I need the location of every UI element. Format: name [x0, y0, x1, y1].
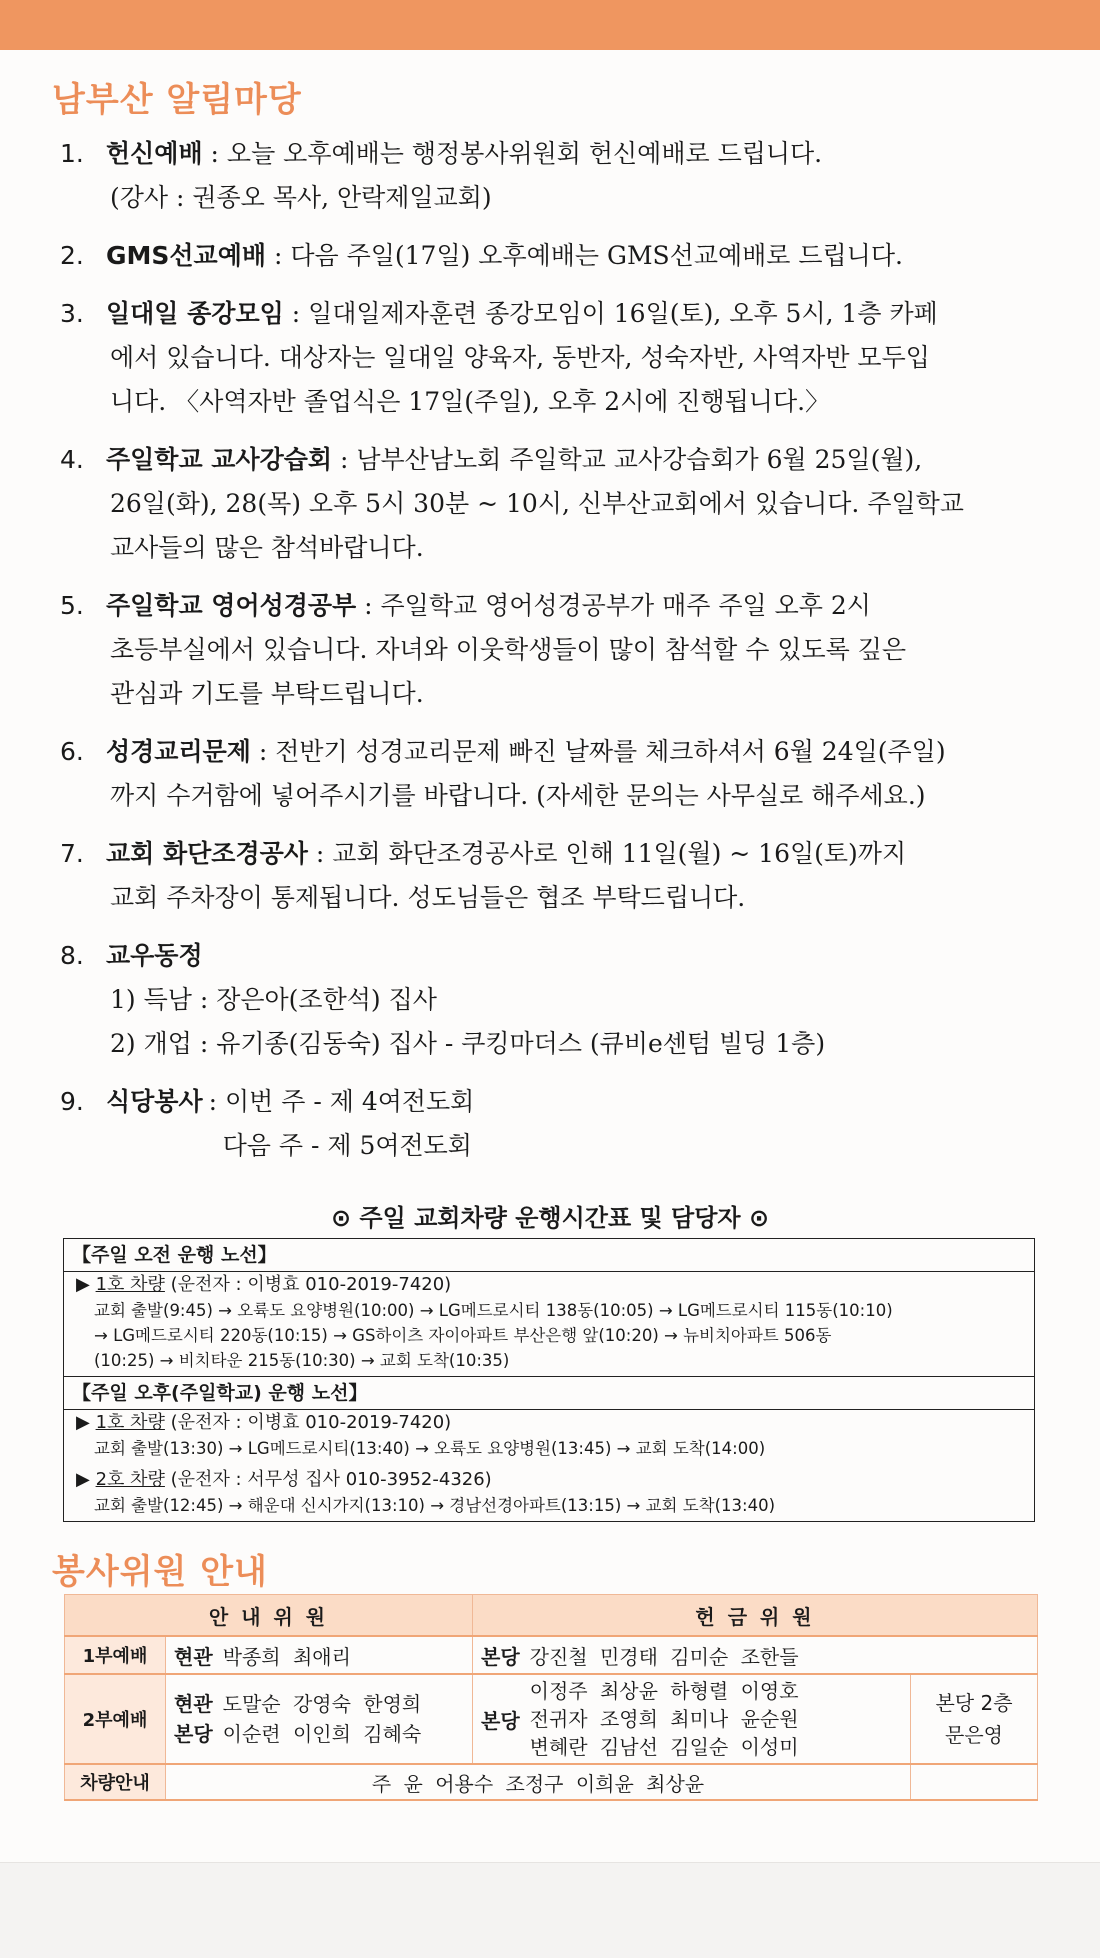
names: 도말순 강영숙 한영희	[222, 1692, 422, 1716]
vehicle-name: 1호 차량	[95, 1274, 165, 1295]
names: 이정주 최상윤 하형렬 이영호	[529, 1679, 799, 1703]
notice-number: 7.	[60, 839, 84, 868]
vehicle-entry	[64, 1410, 1034, 1461]
notice-heading: GMS선교예배	[106, 241, 267, 270]
notice-text: : 교회 화단조경공사로 인해 11일(월) ~ 16일(토)까지	[307, 839, 907, 868]
notice-number: 1.	[60, 139, 84, 168]
notice-item	[60, 730, 1045, 818]
guide-column-header: 안 내 위 원	[65, 1595, 473, 1637]
place-label: 현관	[174, 1692, 213, 1716]
notices-list	[60, 132, 1045, 1182]
notice-text: : 일대일제자훈련 종강모임이 16일(토), 오후 5시, 1층 카페	[283, 299, 938, 328]
vehicle-name: 1호 차량	[95, 1412, 165, 1433]
notice-item	[60, 832, 1045, 920]
notice-number: 4.	[60, 445, 84, 474]
route-line: (10:25) → 비치타운 215동(10:30) → 교회 도착(10:35)	[94, 1351, 510, 1370]
notice-item	[60, 1080, 1045, 1168]
notice-item	[60, 934, 1045, 1066]
row-label: 2부예배	[65, 1674, 166, 1764]
notice-number: 8.	[60, 941, 84, 970]
notice-item	[60, 292, 1045, 424]
names: 변혜란 김남선 김일순 이성미	[529, 1735, 799, 1759]
notice-item	[60, 132, 1045, 220]
notice-text: : 전반기 성경교리문제 빠진 날짜를 체크하셔서 6월 24일(주일)	[250, 737, 946, 766]
notice-text: 니다. 〈사역자반 졸업식은 17일(주일), 오후 2시에 진행됩니다.〉	[110, 387, 831, 416]
names: 문은영	[945, 1723, 1003, 1747]
table-row	[65, 1674, 1038, 1764]
morning-route-heading: 【주일 오전 운행 노선】	[72, 1244, 277, 1266]
notice-heading: 교회 화단조경공사	[106, 839, 308, 868]
notice-heading: 주일학교 영어성경공부	[106, 591, 357, 620]
notice-text: 다음 주 - 제 5여전도회	[222, 1131, 472, 1160]
notice-text: 1) 득남 : 장은아(조한석) 집사	[110, 985, 437, 1014]
names: 이순련 이인희 김혜숙	[222, 1722, 422, 1746]
notice-text: 교회 주차장이 통제됩니다. 성도님들은 협조 부탁드립니다.	[110, 883, 746, 912]
top-color-bar	[0, 0, 1100, 50]
notice-text: : 다음 주일(17일) 오후예배는 GMS선교예배로 드립니다.	[266, 241, 903, 270]
notice-text: 까지 수거함에 넣어주시기를 바랍니다. (자세한 문의는 사무실로 해주세요.)	[110, 781, 926, 810]
notice-number: 6.	[60, 737, 84, 766]
notice-number: 3.	[60, 299, 84, 328]
notice-text: 교사들의 많은 참석바랍니다.	[110, 533, 424, 562]
notices-title: 남부산 알림마당	[52, 80, 302, 120]
notice-heading: 헌신예배	[106, 139, 203, 168]
vehicle-schedule-title: ⊙ 주일 교회차량 운행시간표 및 담당자 ⊙	[330, 1204, 770, 1232]
names: 박종희 최애리	[222, 1644, 351, 1669]
route-line: 교회 출발(9:45) → 오륙도 요양병원(10:00) → LG메드로시티 138동(10:05) → LG메드로시티 115동(10:10)	[94, 1301, 893, 1320]
place-label: 본당	[174, 1722, 213, 1746]
row-label: 1부예배	[65, 1636, 166, 1674]
notice-item	[60, 438, 1045, 570]
notice-text: (강사 : 권종오 목사, 안락제일교회)	[110, 183, 492, 212]
notice-number: 2.	[60, 241, 84, 270]
vehicle-entry	[64, 1272, 1034, 1373]
triangle-marker-icon: ▶	[76, 1469, 90, 1490]
triangle-marker-icon: ▶	[76, 1412, 90, 1433]
place-label: 현관	[174, 1644, 213, 1669]
notice-text: 관심과 기도를 부탁드립니다.	[110, 679, 424, 708]
notice-text: 26일(화), 28(목) 오후 5시 30분 ~ 10시, 신부산교회에서 있습니다. 주일학교	[110, 489, 964, 518]
place-label: 본당	[481, 1708, 520, 1733]
names: 강진철 민경태 김미순 조한들	[529, 1644, 799, 1669]
notice-text: 2) 개업 : 유기종(김동숙) 집사 - 쿠킹마더스 (큐비e센텀 빌딩 1층)	[110, 1029, 826, 1058]
place-label: 본당 2층	[935, 1691, 1013, 1715]
vehicle-schedule-box	[63, 1238, 1035, 1522]
table-row	[65, 1636, 1038, 1674]
staff-table	[64, 1594, 1038, 1801]
vehicle-driver: (운전자 : 서무성 집사 010-3952-4326)	[164, 1469, 492, 1490]
notice-item	[60, 234, 1045, 278]
route-line: 교회 출발(12:45) → 해운대 신시가지(13:10) → 경남선경아파트(13:15) → 교회 도착(13:40)	[94, 1496, 776, 1515]
triangle-marker-icon: ▶	[76, 1274, 90, 1295]
notice-heading: 일대일 종강모임	[106, 299, 284, 328]
notice-heading: 식당봉사	[106, 1087, 203, 1116]
notice-heading: 성경교리문제	[106, 737, 251, 766]
table-row	[65, 1764, 1038, 1800]
vehicle-entry	[64, 1467, 1034, 1518]
afternoon-route-heading: 【주일 오후(주일학교) 운행 노선】	[72, 1382, 368, 1404]
names: 주 윤 어용수 조정구 이희윤 최상윤	[166, 1764, 911, 1800]
notice-heading: 교우동정	[106, 941, 203, 970]
vehicle-driver: (운전자 : 이병효 010-2019-7420)	[164, 1412, 452, 1433]
route-line: 교회 출발(13:30) → LG메드로시티(13:40) → 오륙도 요양병원(13:45) → 교회 도착(14:00)	[94, 1439, 766, 1458]
vehicle-name: 2호 차량	[95, 1469, 165, 1490]
notice-text: : 주일학교 영어성경공부가 매주 주일 오후 2시	[356, 591, 871, 620]
place-label: 본당	[481, 1644, 520, 1669]
route-line: → LG메드로시티 220동(10:15) → GS하이츠 자이아파트 부산은행 앞(10:20) → 뉴비치아파트 506동	[94, 1326, 832, 1345]
notice-heading: 주일학교 교사강습회	[106, 445, 333, 474]
notice-text: : 남부산남노회 주일학교 교사강습회가 6월 25일(월),	[332, 445, 923, 474]
paper-margin	[0, 1862, 1100, 1958]
notice-number: 5.	[60, 591, 84, 620]
notice-number: 9.	[60, 1087, 84, 1116]
notice-text: 초등부실에서 있습니다. 자녀와 이웃학생들이 많이 참석할 수 있도록 깊은	[110, 635, 907, 664]
offering-column-header: 헌 금 위 원	[473, 1595, 1038, 1637]
notice-text: : 오늘 오후예배는 행정봉사위원회 헌신예배로 드립니다.	[202, 139, 823, 168]
notice-text: 에서 있습니다. 대상자는 일대일 양육자, 동반자, 성숙자반, 사역자반 모두입	[110, 343, 930, 372]
notice-item	[60, 584, 1045, 716]
row-label: 차량안내	[65, 1764, 166, 1800]
vehicle-driver: (운전자 : 이병효 010-2019-7420)	[164, 1274, 452, 1295]
notice-text: : 이번 주 - 제 4여전도회	[208, 1087, 475, 1116]
staff-title: 봉사위원 안내	[52, 1552, 268, 1592]
names: 전귀자 조영희 최미나 윤순원	[529, 1707, 799, 1731]
